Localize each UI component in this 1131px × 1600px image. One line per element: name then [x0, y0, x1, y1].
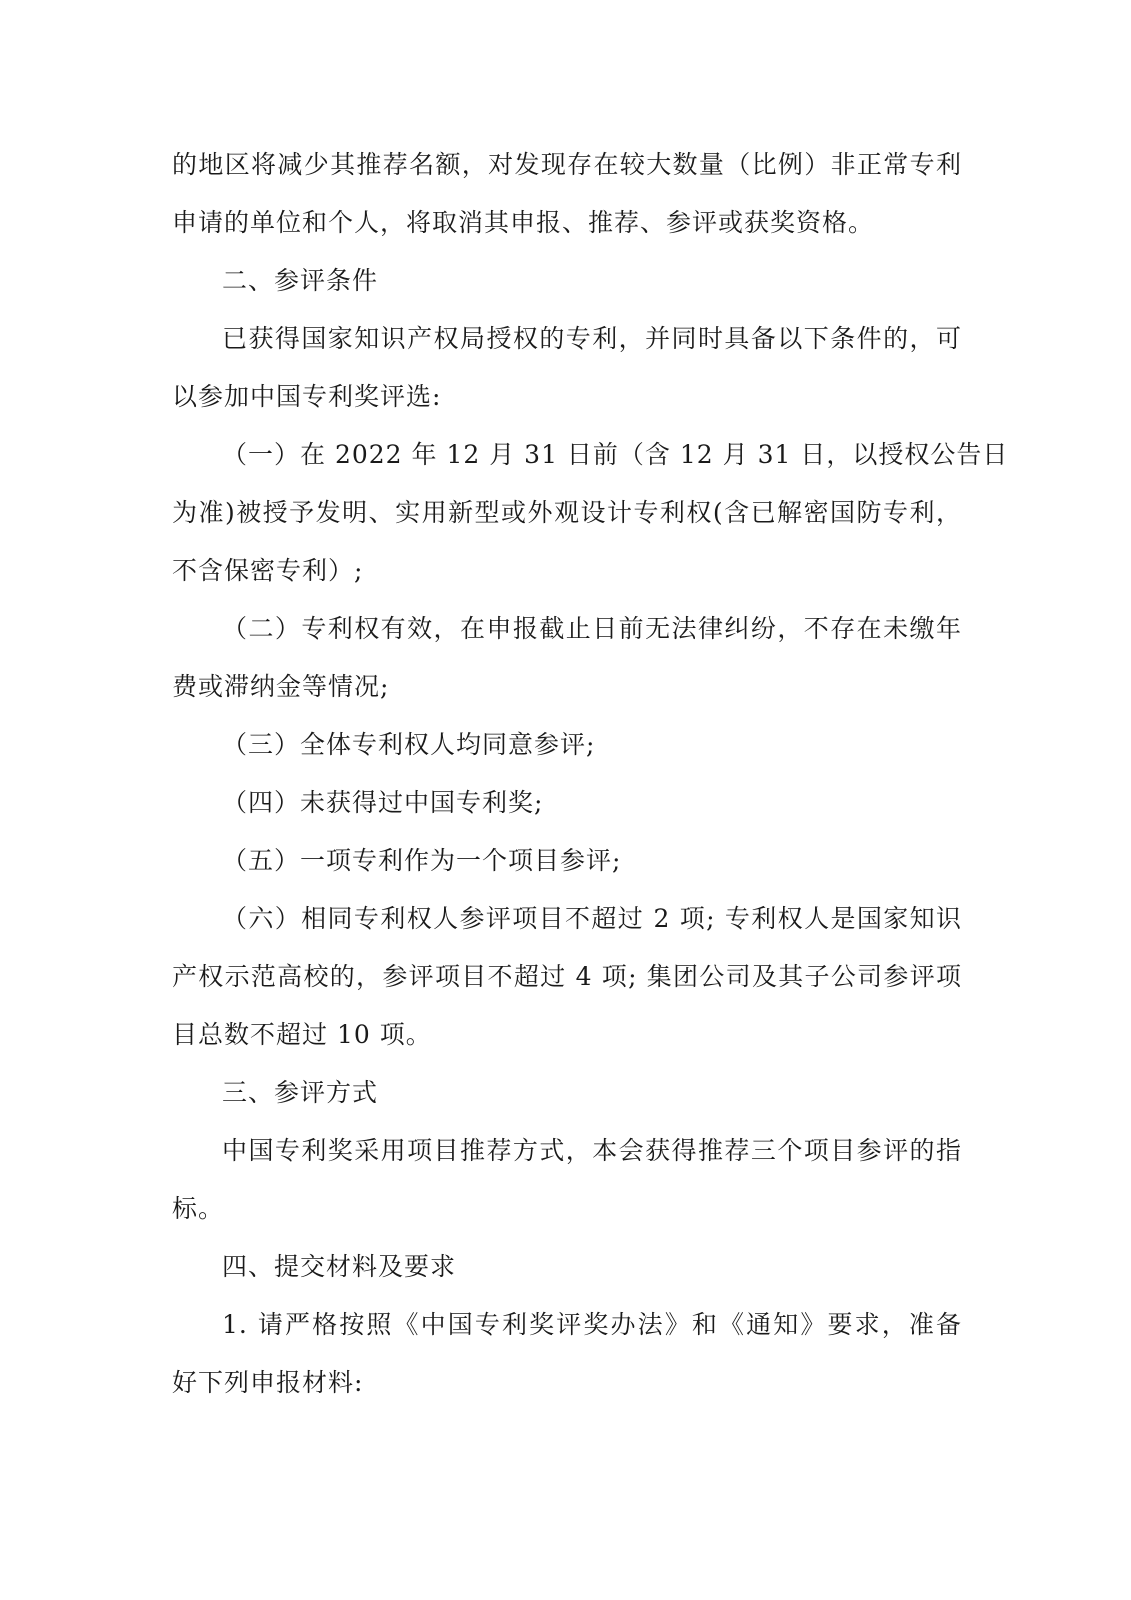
- text-line: （二）专利权有效，在申报截止日前无法律纠纷，不存在未缴年: [222, 614, 962, 643]
- text-line: 为准)被授予发明、实用新型或外观设计专利权(含已解密国防专利，: [172, 498, 962, 527]
- text-line: （一）在 2022 年 12 月 31 日前（含 12 月 31 日，以授权公告日: [222, 440, 1009, 469]
- text-line: 好下列申报材料:: [172, 1368, 364, 1397]
- text-line: 中国专利奖采用项目推荐方式，本会获得推荐三个项目参评的指: [222, 1136, 962, 1165]
- paragraph-conditions-lead: [172, 310, 962, 426]
- list-item-condition-2: [172, 600, 962, 716]
- heading-line: 二、参评条件: [222, 266, 379, 295]
- section-heading-method: [172, 1064, 962, 1122]
- text-line: 目总数不超过 10 项。: [172, 1020, 432, 1049]
- document-page: [172, 136, 1009, 1412]
- text-line: 申请的单位和个人，将取消其申报、推荐、参评或获奖资格。: [172, 208, 875, 237]
- paragraph-intro: [172, 136, 962, 252]
- paragraph-method: [172, 1122, 962, 1238]
- list-item-condition-5: [172, 832, 962, 890]
- text-line: （六）相同专利权人参评项目不超过 2 项; 专利权人是国家知识: [222, 904, 962, 933]
- text-line: 费或滞纳金等情况;: [172, 672, 390, 701]
- text-line: 已获得国家知识产权局授权的专利，并同时具备以下条件的，可: [222, 324, 962, 353]
- section-heading-materials: [172, 1238, 962, 1296]
- text-line: （五）一项专利作为一个项目参评;: [222, 846, 622, 875]
- list-item-condition-4: [172, 774, 962, 832]
- list-item-condition-3: [172, 716, 962, 774]
- section-heading-conditions: [172, 252, 962, 310]
- text-line: 的地区将减少其推荐名额，对发现存在较大数量（比例）非正常专利: [172, 150, 962, 179]
- list-item-condition-6: [172, 890, 962, 1064]
- text-line: 不含保密专利）;: [172, 556, 364, 585]
- text-line: （三）全体专利权人均同意参评;: [222, 730, 596, 759]
- list-item-condition-1: [172, 426, 1009, 600]
- text-line: 以参加中国专利奖评选:: [172, 382, 442, 411]
- text-line: （四）未获得过中国专利奖;: [222, 788, 544, 817]
- list-item-materials-1: [172, 1296, 962, 1412]
- heading-line: 三、参评方式: [222, 1078, 379, 1107]
- text-line: 1. 请严格按照《中国专利奖评奖办法》和《通知》要求，准备: [222, 1310, 962, 1339]
- text-line: 产权示范高校的，参评项目不超过 4 项; 集团公司及其子公司参评项: [172, 962, 962, 991]
- text-line: 标。: [172, 1194, 225, 1223]
- heading-line: 四、提交材料及要求: [222, 1252, 457, 1281]
